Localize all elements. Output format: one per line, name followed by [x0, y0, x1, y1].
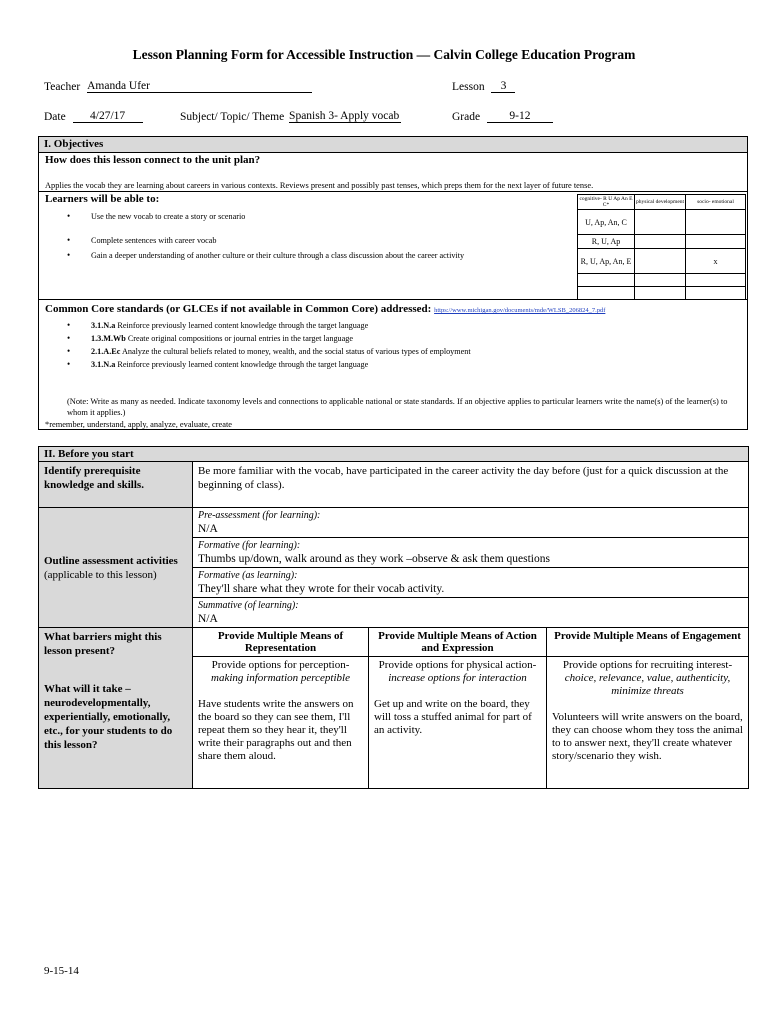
date-label: Date [44, 111, 66, 123]
teacher-label: Teacher [44, 81, 81, 93]
list-item: • 3.1.N.a Reinforce previously learned content knowledge through the target language [67, 320, 369, 330]
subject-field [180, 110, 401, 123]
taxonomy-header-physical: physical development [635, 195, 686, 210]
taxonomy-header-socio: socio- emotional [686, 195, 746, 210]
formative-for-label: Formative (for learning): [198, 540, 301, 551]
lesson-value: 3 [500, 80, 507, 92]
assessment-label: Outline assessment activities (applicable to this lesson) [39, 508, 193, 628]
before-heading: II. Before you start [39, 447, 749, 462]
date-value: 4/27/17 [90, 110, 126, 122]
summative-label: Summative (of learning): [198, 600, 299, 611]
date-field [44, 110, 143, 123]
taxonomy-footnote: *remember, understand, apply, analyze, evaluate, create [45, 420, 232, 429]
prereq-text: Be more familiar with the vocab, have participated in the career activity the day before (just for a quick discussion at the beginning of class). [193, 462, 749, 508]
before-you-start-section [38, 446, 748, 790]
taxonomy-cell: U, Ap, An, C [578, 210, 635, 235]
grade-label: Grade [452, 111, 481, 123]
udl-representation-cell: Provide options for perception- making information perceptible Have students write the answers on the board so they can see them, I'll repeat them so they hear it, they'll write their paragraphs out and then share them aloud. [193, 657, 369, 789]
taxonomy-header-cognitive: cognitive- R U Ap An E C* [579, 196, 633, 208]
grade-field [452, 110, 553, 123]
learners-heading: Learners will be able to: [45, 193, 160, 205]
pre-assessment-cell [193, 508, 749, 538]
objectives-heading: I. Objectives [39, 137, 747, 153]
udl-engagement-cell: Provide options for recruiting interest- choice, relevance, value, authenticity, minimize threats Volunteers will write answers on the board, they can choose whom they toss the animal to to answer next, they'll create whatever story/scenario they wish. [547, 657, 749, 789]
udl-header-representation: Provide Multiple Means of Representation [193, 628, 369, 657]
list-item: • Gain a deeper understanding of another culture or their culture through a class discussion about the career activity [67, 250, 465, 260]
taxonomy-cell: R, U, Ap, An, E [578, 249, 635, 274]
lesson-label: Lesson [452, 81, 485, 93]
grade-value: 9-12 [509, 110, 531, 122]
formative-as-cell [193, 568, 749, 598]
taxonomy-cell [635, 235, 686, 249]
udl-header-engagement: Provide Multiple Means of Engagement [547, 628, 749, 657]
formative-for-cell [193, 538, 749, 568]
teacher-field [44, 80, 312, 93]
common-core-heading: Common Core standards (or GLCEs if not available in Common Core) addressed: https://www.michigan.gov/documents/mde/WLSB_206824_7.pdf [45, 303, 606, 315]
summative-text: N/A [198, 613, 218, 625]
footer-date: 9-15-14 [44, 965, 79, 977]
list-item: • 1.3.M.Wb Create original compositions or journal entries in the target language [67, 333, 354, 343]
barriers-cell [39, 628, 193, 789]
unit-question: How does this lesson connect to the unit plan? [45, 154, 261, 166]
subject-value: Spanish 3- Apply vocab [289, 110, 400, 122]
page-title: Lesson Planning Form for Accessible Instruction — Calvin College Education Program [132, 47, 636, 62]
taxonomy-cell [635, 249, 686, 274]
taxonomy-table [577, 194, 746, 300]
taxonomy-cell [686, 210, 746, 235]
summative-cell [193, 598, 749, 628]
what-will-it-take-label: What will it take – neurodevelopmentally, experientially, emotionally, etc., for your students to do this lesson? [44, 683, 173, 751]
teacher-value: Amanda Ufer [87, 80, 150, 92]
list-item: • Complete sentences with career vocab [67, 235, 217, 245]
udl-header-action: Provide Multiple Means of Action and Expression [369, 628, 547, 657]
objectives-section [38, 136, 748, 430]
udl-action-cell: Provide options for physical action- increase options for interaction Get up and write on the board, they will toss a stuffed animal for part of an activity. [369, 657, 547, 789]
standards-link[interactable]: https://www.michigan.gov/documents/mde/WLSB_206824_7.pdf [434, 307, 606, 314]
taxonomy-cell [686, 235, 746, 249]
taxonomy-cell [635, 210, 686, 235]
taxonomy-cell: x [686, 249, 746, 274]
lesson-field [452, 80, 515, 93]
pre-assessment-text: N/A [198, 523, 218, 535]
pre-assessment-label: Pre-assessment (for learning): [198, 510, 321, 521]
prereq-label: Identify prerequisite knowledge and skills. [39, 462, 193, 508]
list-item: • 2.1.A.Ec Analyze the cultural beliefs related to money, wealth, and the social status of various types of employment [67, 346, 471, 356]
list-item: • Use the new vocab to create a story or scenario [67, 211, 246, 221]
list-item: • 3.1.N.a Reinforce previously learned content knowledge through the target language [67, 359, 369, 369]
unit-answer: Applies the vocab they are learning about careers in various contexts. Reviews present and possibly past tenses, which preps them for the next layer of future tense. [45, 181, 594, 190]
formative-as-label: Formative (as learning): [198, 570, 298, 581]
objectives-note: (Note: Write as many as needed. Indicate taxonomy levels and connections to applicable national or state standards. If an objective applies to particular learners write the name(s) of the learner(s) to whom it applies.) [67, 397, 728, 417]
barriers-label: What barriers might this lesson present? [44, 631, 162, 657]
formative-as-text: They'll share what they wrote for their vocab activity. [198, 583, 445, 595]
formative-for-text: Thumbs up/down, walk around as they work –observe & ask them questions [198, 553, 550, 565]
taxonomy-cell: R, U, Ap [578, 235, 635, 249]
subject-label: Subject/ Topic/ Theme [180, 111, 285, 123]
